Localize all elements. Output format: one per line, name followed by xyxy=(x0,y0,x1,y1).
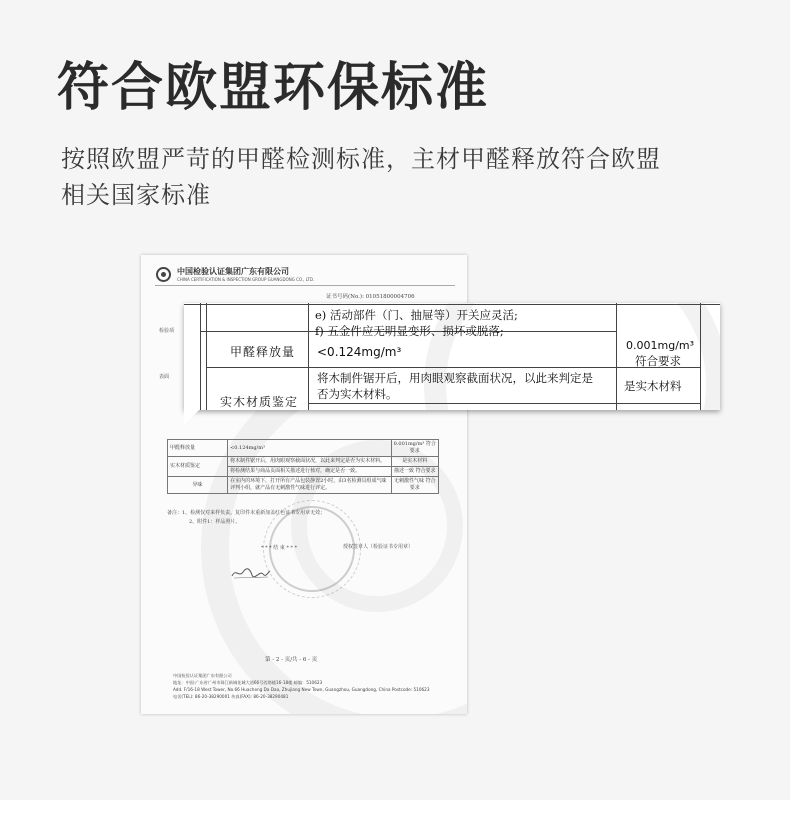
test-results-table xyxy=(167,439,439,494)
zoom-result-wood-line-1: 将木制件锯开后，用肉眼观察截面状况，以此来判定是 xyxy=(317,371,593,385)
cert-no-value: 01051800004706 xyxy=(365,294,415,300)
row-item: 异味 xyxy=(168,477,228,494)
zoom-line-f: f) 五金件应无明显变形、损坏或脱落; xyxy=(315,324,504,338)
header-divider xyxy=(155,285,455,286)
side-label-item: 检验项 xyxy=(159,328,175,334)
bottom-band xyxy=(0,800,790,832)
subtitle: 按照欧盟严苛的甲醛检测标准，主材甲醛释放符合欧盟相关国家标准 xyxy=(61,145,661,209)
zoom-req-formaldehyde-text: 符合要求 xyxy=(635,354,681,368)
row-item: 实木材质鉴定 xyxy=(168,457,228,477)
footer-phone: 电话(TEL): 86-20-38290001 传真(FAX): 86-20-38290481 xyxy=(173,694,289,699)
row-requirement: 是实木材料 xyxy=(391,457,438,467)
cert-no-label: 证书号码(No.): xyxy=(326,294,364,300)
row-result: 将检测结果与商品页面相关描述进行核对，确定是否一致。 xyxy=(228,467,391,477)
zoom-req-wood: 是实木材料 xyxy=(624,379,682,393)
certificate-number xyxy=(326,292,415,300)
zoom-result-formaldehyde: <0.124mg/m³ xyxy=(317,345,402,359)
cci-logo-icon xyxy=(156,267,171,282)
footer-org: 中国检验认证集团广东有限公司 xyxy=(173,673,232,678)
signature-icon xyxy=(230,566,272,580)
row-item: 甲醛释放量 xyxy=(168,440,228,457)
table-row xyxy=(168,477,439,494)
page-number: 第 - 2 - 页/共 - 6 - 页 xyxy=(265,657,318,663)
note-1: 备注：1、检测仅对来样负责。复印件未重新加盖红色证书专用章无效； xyxy=(167,510,326,516)
sign-label: 授权签章人（检验证书专用章） xyxy=(343,544,414,550)
table-row xyxy=(168,440,439,457)
magnified-excerpt xyxy=(184,303,720,410)
row-requirement: 描述一致 符合要求 xyxy=(391,467,438,477)
side-label-surface: 表面 xyxy=(159,374,170,380)
footer-address-en: Add. F/16-18 West Tower, No.66 Huacheng Da Dao, Zhujiang New Town, Guangzhou, Guangdong, China Postcode: 510623 xyxy=(173,687,430,692)
seal-ring xyxy=(269,506,355,592)
footer-address-cn: 地址：中国·广东省广州市珠江新城花城大道66号西塔楼16-18楼 邮编：510623 xyxy=(173,680,323,685)
note-2: 2、附件1：样品照片。 xyxy=(189,519,241,525)
zoom-item-wood: 实木材质鉴定 xyxy=(220,395,299,409)
row-result: 将木制件锯开后，用肉眼观察截面状况，以此来判定是否为实木材料。 xyxy=(228,457,391,467)
table-row xyxy=(168,457,439,467)
end-mark: * * * 结 束 * * * xyxy=(261,545,298,551)
zoom-item-formaldehyde: 甲醛释放量 xyxy=(230,345,296,359)
row-result: <0.124mg/m³ xyxy=(228,440,391,457)
zoom-result-wood-line-2: 否为实木材料。 xyxy=(317,387,398,401)
row-requirement: 0.001mg/m³ 符合要求 xyxy=(391,440,438,457)
callout-pointer xyxy=(184,409,200,425)
row-result: 在室内的环境下，打开所有产品包装静置2小时，由3名检测员组成气味评判小组，就产品有无刺激性气味进行评定。 xyxy=(228,477,391,494)
headline: 符合欧盟环保标准 xyxy=(57,58,490,118)
row-requirement: 无刺激性气味 符合要求 xyxy=(391,477,438,494)
zoom-req-formaldehyde-value: 0.001mg/m³ xyxy=(626,339,695,352)
zoom-line-e: e) 活动部件（门、抽屉等）开关应灵活; xyxy=(315,308,518,322)
org-name-en: CHINA CERTIFICATION & INSPECTION GROUP GUANGDONG CO., LTD. xyxy=(177,277,315,282)
org-name-cn: 中国检验认证集团广东有限公司 xyxy=(177,267,289,276)
